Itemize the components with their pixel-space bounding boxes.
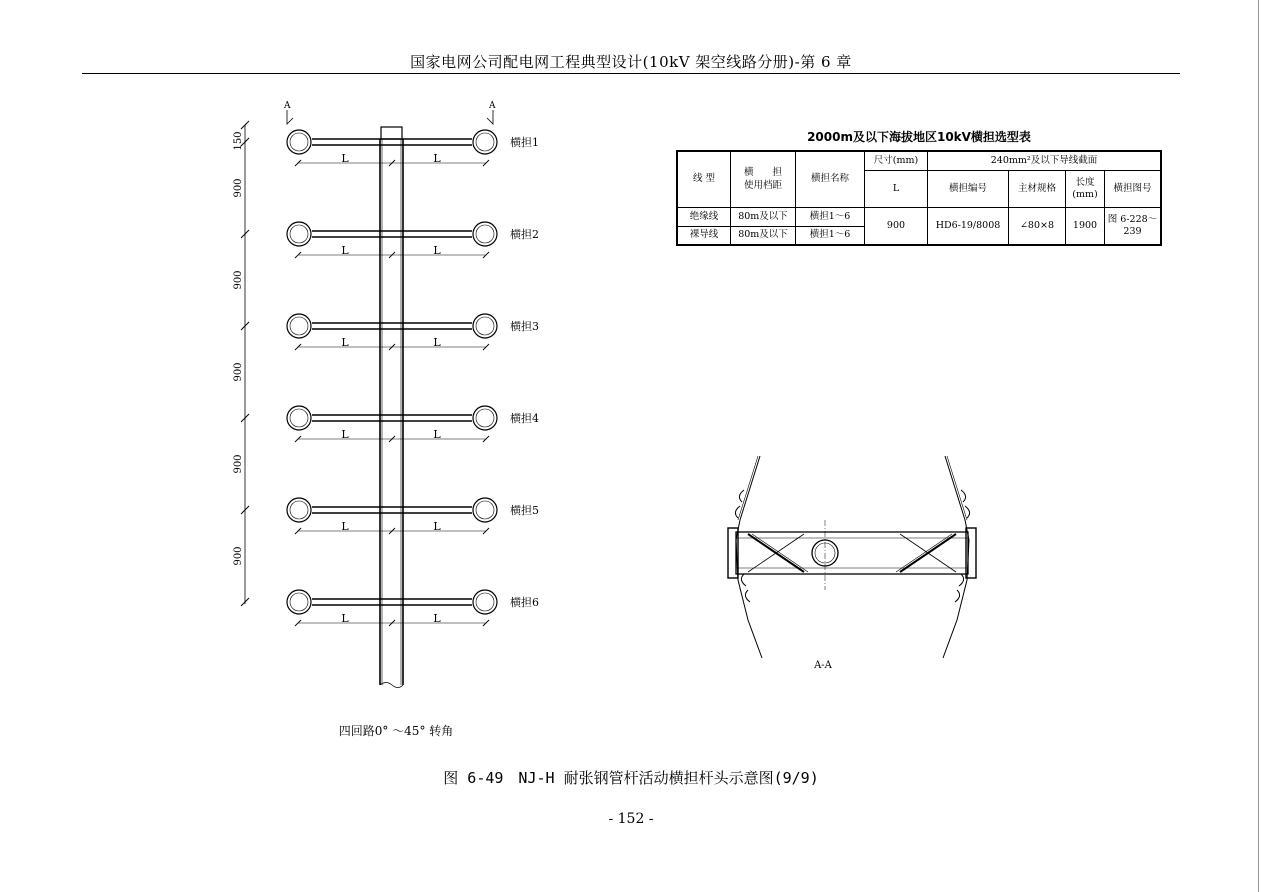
crossarm-label: 横担5 xyxy=(510,504,539,517)
arm-length-label: L xyxy=(433,152,441,165)
cell-drawing-number: 图 6-228～239 xyxy=(1105,208,1162,245)
header-length: 长度 (mm) xyxy=(1066,171,1105,208)
section-mark-left: A xyxy=(284,101,291,111)
insulator-end xyxy=(287,406,311,430)
header-span: 横 担 使用档距 xyxy=(731,151,796,208)
arm-length-label: L xyxy=(341,520,349,533)
insulator-end xyxy=(287,222,311,246)
arm-length-label: L xyxy=(341,612,349,625)
pole-drawing-caption: 四回路0° ～45° 转角 xyxy=(338,724,454,738)
insulator-end xyxy=(473,498,497,522)
cell-line-type: 绝缘线 xyxy=(677,208,731,227)
arm-length-label: L xyxy=(433,336,441,349)
insulator-end xyxy=(287,130,311,154)
crossarm-label: 横担2 xyxy=(510,228,539,241)
section-mark-right: A xyxy=(489,101,496,111)
arm-length-label: L xyxy=(433,428,441,441)
cell-size-l: 900 xyxy=(865,208,928,245)
arm-length-label: L xyxy=(341,336,349,349)
header-material: 主材规格 xyxy=(1009,171,1066,208)
insulator-end xyxy=(473,314,497,338)
arm-length-label: L xyxy=(433,612,441,625)
cell-crossarm-name: 横担1～6 xyxy=(796,226,865,245)
arm-length-label: L xyxy=(341,244,349,257)
crossarm-label: 横担1 xyxy=(510,136,539,149)
cell-material: ∠80×8 xyxy=(1009,208,1066,245)
insulator-end xyxy=(473,406,497,430)
header-drawing-number: 横担图号 xyxy=(1105,171,1162,208)
dimension-label: 900 xyxy=(233,454,244,474)
crossarm-selection-table xyxy=(676,150,1162,246)
section-a-a-drawing xyxy=(700,450,980,680)
dimension-label: 900 xyxy=(233,546,244,566)
header-conductor-section: 240mm²及以下导线截面 xyxy=(928,151,1162,171)
cell-line-type: 裸导线 xyxy=(677,226,731,245)
cell-span: 80m及以下 xyxy=(731,208,796,227)
dimension-label: 900 xyxy=(233,270,244,290)
header-size: 尺寸(mm) xyxy=(865,151,928,171)
dimension-label: 900 xyxy=(233,178,244,198)
page-number: - 152 - xyxy=(608,811,654,827)
section-view-label: A-A xyxy=(814,660,832,671)
cell-crossarm-code: HD6-19/8008 xyxy=(928,208,1009,245)
header-line-type: 线 型 xyxy=(677,151,731,208)
cell-length: 1900 xyxy=(1066,208,1105,245)
arm-length-label: L xyxy=(341,152,349,165)
header-crossarm-code: 横担编号 xyxy=(928,171,1009,208)
arm-length-label: L xyxy=(433,244,441,257)
header-crossarm-name: 横担名称 xyxy=(796,151,865,208)
insulator-end xyxy=(287,590,311,614)
header-size-l: L xyxy=(865,171,928,208)
arm-length-label: L xyxy=(341,428,349,441)
dimension-label: 900 xyxy=(233,362,244,382)
page-edge-line xyxy=(1258,0,1259,892)
cell-crossarm-name: 横担1～6 xyxy=(796,208,865,227)
dimension-label: 150 xyxy=(233,131,244,151)
figure-caption: 图 6-49 NJ-H 耐张钢管杆活动横担杆头示意图(9/9) xyxy=(443,769,819,787)
table-row xyxy=(677,208,1161,227)
insulator-end xyxy=(287,498,311,522)
cell-span: 80m及以下 xyxy=(731,226,796,245)
insulator-end xyxy=(287,314,311,338)
table-title: 2000m及以下海拔地区10kV横担选型表 xyxy=(807,130,1031,144)
crossarm-label: 横担4 xyxy=(510,412,539,425)
page-header-title: 国家电网公司配电网工程典型设计(10kV 架空线路分册)-第 6 章 xyxy=(410,53,852,71)
pole-elevation-drawing xyxy=(0,0,640,760)
insulator-end xyxy=(473,222,497,246)
arm-length-label: L xyxy=(433,520,441,533)
crossarm-label: 横担3 xyxy=(510,320,539,333)
crossarm-label: 横担6 xyxy=(510,596,539,609)
insulator-end xyxy=(473,130,497,154)
insulator-end xyxy=(473,590,497,614)
